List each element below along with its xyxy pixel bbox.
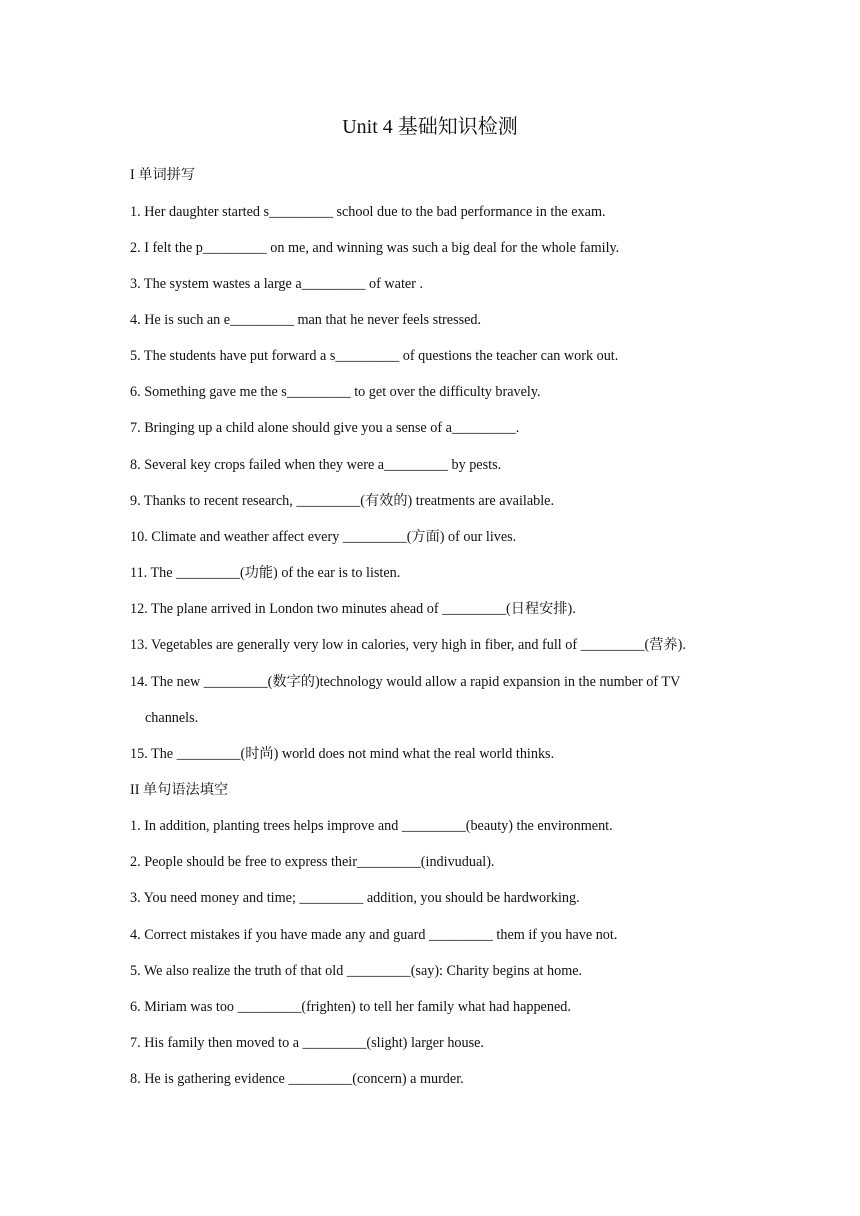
question-item: 12. The plane arrived in London two minutes ahead of _________(日程安排).: [130, 601, 576, 617]
question-item: 2. People should be free to express their_________(indivudual).: [130, 854, 495, 870]
question-item: 15. The _________(时尚) world does not mind what the real world thinks.: [130, 746, 555, 762]
question-item: 2. I felt the p_________ on me, and winning was such a big deal for the whole family.: [130, 240, 620, 256]
question-item: 10. Climate and weather affect every _________(方面) of our lives.: [130, 529, 517, 545]
question-item: 3. The system wastes a large a_________ of water .: [130, 276, 424, 292]
question-item: 8. Several key crops failed when they were a_________ by pests.: [130, 457, 502, 473]
question-item: 13. Vegetables are generally very low in calories, very high in fiber, and full of _________(营养).: [130, 637, 686, 653]
question-item: 3. You need money and time; _________ addition, you should be hardworking.: [130, 890, 580, 906]
question-item: 5. The students have put forward a s_________ of questions the teacher can work out.: [130, 348, 619, 364]
question-item: 7. Bringing up a child alone should give you a sense of a_________.: [130, 420, 520, 436]
question-item: 14. The new _________(数字的)technology would allow a rapid expansion in the number of TV: [130, 674, 681, 690]
question-item: 1. Her daughter started s_________ school due to the bad performance in the exam.: [130, 204, 606, 220]
section-heading-spelling: I 单词拼写: [130, 167, 196, 183]
question-item: 4. He is such an e_________ man that he never feels stressed.: [130, 312, 482, 328]
question-item: 6. Miriam was too _________(frighten) to tell her family what had happened.: [130, 999, 571, 1015]
question-item: 8. He is gathering evidence _________(concern) a murder.: [130, 1071, 464, 1087]
question-item: 4. Correct mistakes if you have made any and guard _________ them if you have not.: [130, 927, 618, 943]
question-item: 9. Thanks to recent research, _________(有效的) treatments are available.: [130, 493, 555, 509]
question-item: 5. We also realize the truth of that old _________(say): Charity begins at home.: [130, 963, 583, 979]
question-item: 11. The _________(功能) of the ear is to listen.: [130, 565, 401, 581]
page-title: Unit 4 基础知识检测: [342, 116, 518, 138]
question-item: 6. Something gave me the s_________ to get over the difficulty bravely.: [130, 384, 541, 400]
question-item-continuation: channels.: [145, 710, 199, 726]
section-heading-grammar: II 单句语法填空: [130, 782, 229, 798]
question-item: 7. His family then moved to a _________(slight) larger house.: [130, 1035, 484, 1051]
question-item: 1. In addition, planting trees helps improve and _________(beauty) the environment.: [130, 818, 613, 834]
